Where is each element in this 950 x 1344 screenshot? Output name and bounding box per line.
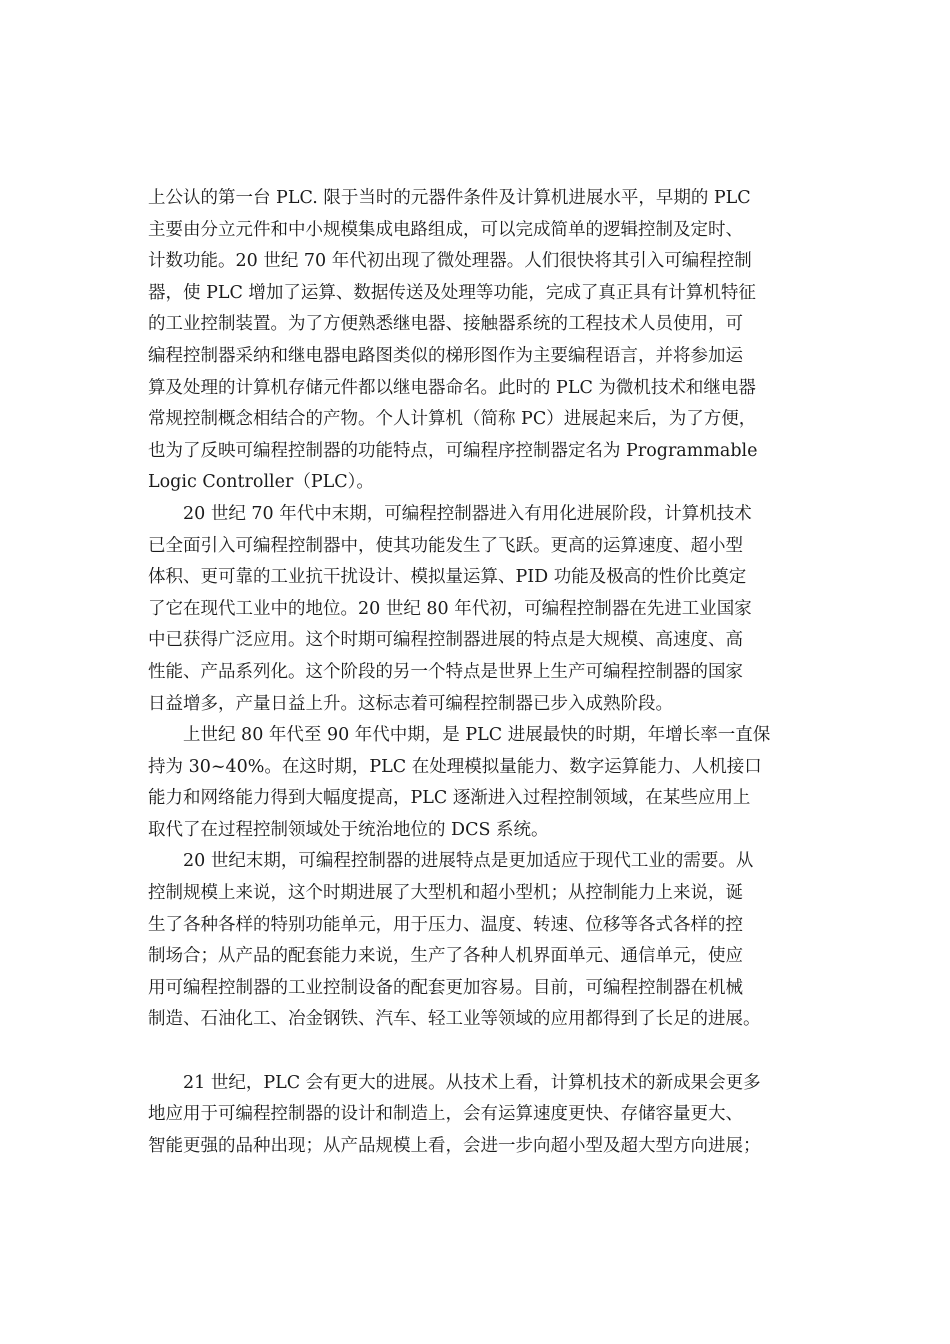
text-line: 的工业控制装置。为了方便熟悉继电器、接触器系统的工程技术人员使用，可 bbox=[148, 314, 743, 335]
text-line: 20 世纪 70 年代中末期，可编程控制器进入有用化进展阶段，计算机技术 bbox=[148, 503, 752, 524]
text-line: 智能更强的品种出现；从产品规模上看，会进一步向超小型及超大型方向进展； bbox=[148, 1135, 761, 1156]
text-line: 用可编程控制器的工业控制设备的配套更加容易。目前，可编程控制器在机械 bbox=[148, 977, 743, 998]
text-line: 了它在现代工业中的地位。20 世纪 80 年代初，可编程控制器在先进工业国家 bbox=[148, 598, 752, 619]
text-line: 20 世纪末期，可编程控制器的进展特点是更加适应于现代工业的需要。从 bbox=[148, 851, 754, 872]
document-body bbox=[148, 183, 808, 1162]
text-line: 21 世纪，PLC 会有更大的进展。从技术上看，计算机技术的新成果会更多 bbox=[148, 1072, 761, 1093]
text-line: Logic Controller（PLC）。 bbox=[148, 472, 374, 493]
text-line: 也为了反映可编程控制器的功能特点，可编程序控制器定名为 Programmable bbox=[148, 440, 758, 461]
text-line: 制造、石油化工、冶金钢铁、汽车、轻工业等领域的应用都得到了长足的进展。 bbox=[148, 1009, 761, 1030]
text-line: 能力和网络能力得到大幅度提高，PLC 逐渐进入过程控制领域，在某些应用上 bbox=[148, 788, 751, 809]
text-line: 生了各种各样的特别功能单元，用于压力、温度、转速、位移等各式各样的控 bbox=[148, 914, 743, 935]
text-line: 制场合；从产品的配套能力来说，生产了各种人机界面单元、通信单元，使应 bbox=[148, 946, 743, 967]
text-line: 计数功能。20 世纪 70 年代初出现了微处理器。人们很快将其引入可编程控制 bbox=[148, 251, 752, 272]
text-line: 日益增多，产量日益上升。这标志着可编程控制器已步入成熟阶段。 bbox=[148, 693, 673, 714]
paragraph-2 bbox=[148, 499, 808, 720]
text-line: 持为 30~40%。在这时期，PLC 在处理模拟量能力、数字运算能力、人机接口 bbox=[148, 756, 762, 777]
text-line: 主要由分立元件和中小规模集成电路组成，可以完成简单的逻辑控制及定时、 bbox=[148, 219, 743, 240]
text-line: 中已获得广泛应用。这个时期可编程控制器进展的特点是大规模、高速度、高 bbox=[148, 630, 743, 651]
text-line: 编程控制器采纳和继电器电路图类似的梯形图作为主要编程语言，并将参加运 bbox=[148, 345, 743, 366]
paragraph-4 bbox=[148, 846, 808, 1036]
text-line: 地应用于可编程控制器的设计和制造上，会有运算速度更快、存储容量更大、 bbox=[148, 1104, 743, 1125]
text-line: 器，使 PLC 增加了运算、数据传送及处理等功能，完成了真正具有计算机特征 bbox=[148, 282, 756, 303]
text-line: 算及处理的计算机存储元件都以继电器命名。此时的 PLC 为微机技术和继电器 bbox=[148, 377, 756, 398]
text-line: 性能、产品系列化。这个阶段的另一个特点是世界上生产可编程控制器的国家 bbox=[148, 661, 743, 682]
text-line: 控制规模上来说，这个时期进展了大型机和超小型机；从控制能力上来说，诞 bbox=[148, 883, 743, 904]
paragraph-spacer bbox=[148, 1036, 808, 1068]
text-line: 取代了在过程控制领域处于统治地位的 DCS 系统。 bbox=[148, 819, 549, 840]
text-line: 体积、更可靠的工业抗干扰设计、模拟量运算、PID 功能及极高的性价比奠定 bbox=[148, 567, 747, 588]
paragraph-5 bbox=[148, 1068, 808, 1163]
paragraph-3 bbox=[148, 720, 808, 846]
text-line: 上世纪 80 年代至 90 年代中期，是 PLC 进展最快的时期，年增长率一直保 bbox=[148, 725, 771, 746]
paragraph-1 bbox=[148, 183, 808, 499]
text-line: 常规控制概念相结合的产物。个人计算机（简称 PC）进展起来后，为了方便， bbox=[148, 409, 757, 430]
text-line: 上公认的第一台 PLC. 限于当时的元器件条件及计算机进展水平，早期的 PLC bbox=[148, 188, 751, 208]
text-line: 已全面引入可编程控制器中，使其功能发生了飞跃。更高的运算速度、超小型 bbox=[148, 535, 743, 556]
